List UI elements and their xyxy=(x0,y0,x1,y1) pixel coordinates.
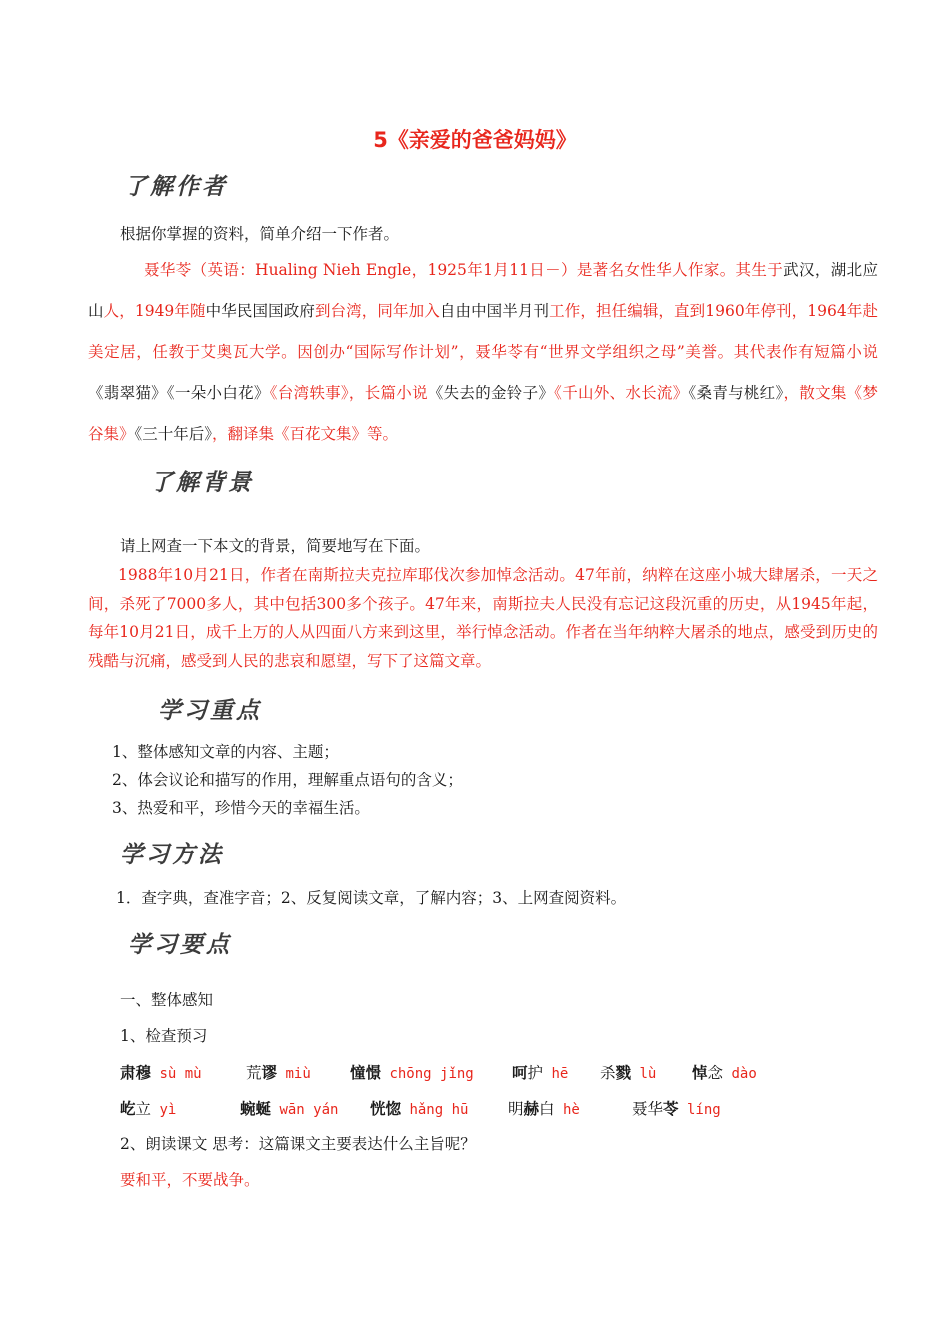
vocab-word: 憧憬 xyxy=(350,1063,382,1082)
author-paragraph xyxy=(88,250,878,455)
section-heading-author: 了解作者 xyxy=(124,173,228,200)
vocab-word: 恍惚 xyxy=(370,1099,402,1118)
author-text-run: 中华民国国政府 xyxy=(205,302,315,320)
author-text-run: ，散文集《梦谷集》 xyxy=(88,384,878,443)
author-text-run: 武汉，湖北应山 xyxy=(88,261,878,320)
focus-item: 2、体会议论和描写的作用，理解重点语句的含义； xyxy=(112,771,463,789)
vocab-item xyxy=(692,1061,757,1083)
vocab-item xyxy=(120,1061,202,1083)
author-prompt: 根据你掌握的资料，简单介绍一下作者。 xyxy=(120,225,400,243)
vocab-word: 蜿蜒 xyxy=(240,1099,272,1118)
vocab-word: 屹 xyxy=(120,1099,136,1118)
section-heading-method: 学习方法 xyxy=(120,841,224,868)
author-text-run: 《千山外、水长流》 xyxy=(554,384,689,402)
vocab-pinyin: chōng jǐng xyxy=(381,1066,474,1082)
section-heading-focus: 学习重点 xyxy=(158,697,262,724)
background-prompt: 请上网查一下本文的背景，简要地写在下面。 xyxy=(120,537,431,555)
author-text-run: ，翻译集《百花文集》等。 xyxy=(212,425,399,443)
vocab-pinyin: hē xyxy=(543,1066,569,1082)
vocab-word: 荒 xyxy=(246,1064,262,1082)
vocab-item xyxy=(240,1097,338,1119)
subheading-overview: 一、整体感知 xyxy=(120,991,214,1009)
vocab-word: 戮 xyxy=(615,1063,632,1082)
method-text: 1．查字典，查准字音；2、反复阅读文章，了解内容；3、上网查阅资料。 xyxy=(116,889,627,907)
vocab-item xyxy=(600,1061,656,1083)
vocab-word: 苓 xyxy=(663,1099,679,1118)
vocab-item xyxy=(512,1061,568,1083)
vocab-item xyxy=(120,1097,176,1119)
vocab-word: 悼 xyxy=(692,1063,708,1082)
vocab-pinyin: yì xyxy=(151,1102,177,1118)
page-title: 5《亲爱的爸爸妈妈》 xyxy=(373,128,577,152)
vocab-pinyin: sù mù xyxy=(151,1066,202,1082)
author-text-run: ”美誉。其代表作有短篇小说 xyxy=(676,343,878,361)
author-text-run: 自由中国半月刊 xyxy=(439,302,550,320)
author-text-run: 到台湾，同年加入 xyxy=(314,302,440,320)
vocab-item xyxy=(632,1097,721,1119)
author-text-run: 聂华苓（英语：Hualing Nieh Engle，1925年1月11日－）是著名女性华人作家。其生于 xyxy=(144,261,784,279)
vocab-word: 立 xyxy=(135,1100,152,1118)
subheading-preview: 1、检查预习 xyxy=(120,1027,208,1045)
vocab-word: 杀 xyxy=(600,1064,616,1082)
vocab-word: 念 xyxy=(707,1064,724,1082)
vocab-word: 肃穆 xyxy=(120,1063,152,1082)
focus-item: 3、热爱和平，珍惜今天的幸福生活。 xyxy=(112,799,370,817)
vocab-word: 明 xyxy=(508,1100,524,1118)
vocab-pinyin: dào xyxy=(723,1066,757,1082)
author-text-run: 《桑青与桃红》 xyxy=(688,384,784,402)
reading-answer: 要和平，不要战争。 xyxy=(120,1171,260,1189)
section-heading-background: 了解背景 xyxy=(150,469,254,496)
vocab-pinyin: wān yán xyxy=(271,1102,339,1118)
author-text-run: 《失去的金铃子》 xyxy=(427,384,555,402)
vocab-item xyxy=(370,1097,468,1119)
reading-question: 2、朗读课文 思考：这篇课文主要表达什么主旨呢？ xyxy=(120,1135,476,1153)
vocab-word: 白 xyxy=(539,1100,555,1118)
vocab-word: 护 xyxy=(527,1064,544,1082)
author-text-run: 《台湾轶事》，长篇小说 xyxy=(269,384,428,402)
section-heading-points: 学习要点 xyxy=(128,931,232,958)
vocab-pinyin: líng xyxy=(678,1102,721,1118)
vocab-item xyxy=(508,1097,580,1119)
author-text-run: 《三十年后》 xyxy=(134,425,213,443)
vocab-pinyin: hè xyxy=(554,1102,580,1118)
vocab-word: 聂华 xyxy=(632,1100,664,1118)
author-text-run: 人，1949年随 xyxy=(103,302,206,320)
vocab-word: 赫 xyxy=(523,1099,540,1118)
vocab-item xyxy=(246,1061,311,1083)
focus-item: 1、整体感知文章的内容、主题； xyxy=(112,743,339,761)
vocab-pinyin: lù xyxy=(631,1066,657,1082)
vocab-pinyin: miù xyxy=(277,1066,311,1082)
vocab-item xyxy=(350,1061,474,1083)
vocab-word: 谬 xyxy=(261,1063,278,1082)
author-text-run: 工作，担任编辑，直到1960年停刊，1964年赴美定居，任教于艾奥瓦大学。因创办“国际写作计划”，聂华苓有“世界文学 xyxy=(88,302,878,361)
vocab-pinyin: hǎng hū xyxy=(401,1102,469,1118)
vocab-word: 呵 xyxy=(512,1063,528,1082)
background-paragraph: 1988年10月21日，作者在南斯拉夫克拉库耶伐次参加悼念活动。47年前，纳粹在这座小城大肆屠杀，一天之间，杀死了7000多人，其中包括300多个孩子。47年来，南斯拉夫人民没有忘记这段沉重的历史，从1945年起，每年10月21日，成千上万的人从四面八方来到这里，举行悼念活动。作者在当年纳粹大屠杀的地点，感受到历史的残酷与沉痛，感受到人民的悲哀和愿望，写下了这篇文章。 xyxy=(88,566,878,670)
author-text-run: 组织之母 xyxy=(612,343,677,361)
author-text-run: 《翡翠猫》《一朵小白花》 xyxy=(88,384,270,402)
